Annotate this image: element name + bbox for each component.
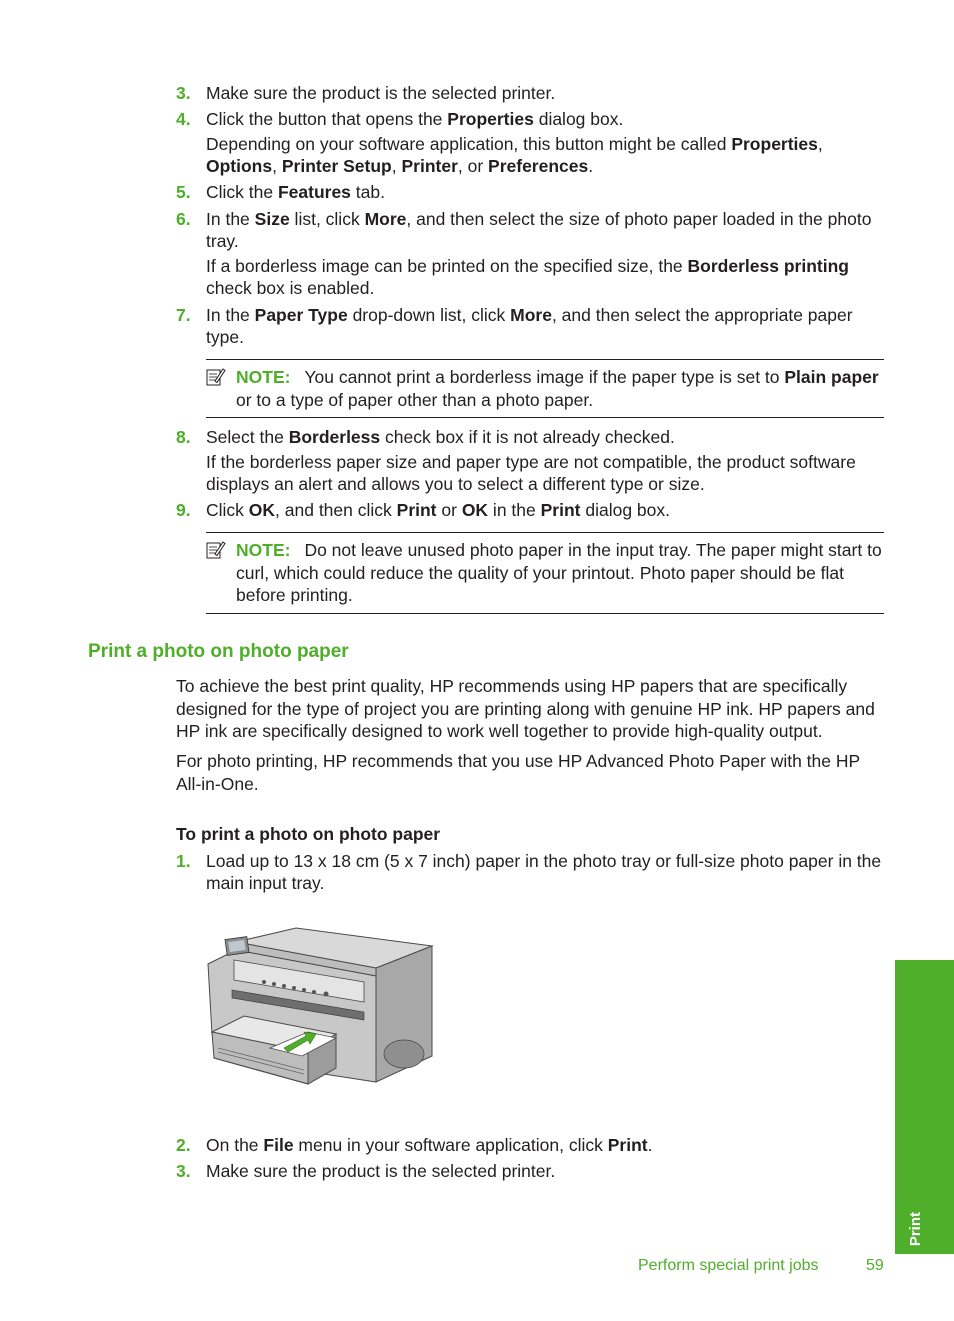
step-text: Load up to 13 x 18 cm (5 x 7 inch) paper in the photo tray or full-size photo paper in the main input tray. <box>206 851 882 893</box>
bold-term: Paper Type <box>254 305 348 325</box>
bold-term: Size <box>254 209 290 229</box>
text-run: , <box>817 134 823 154</box>
note-pencil-icon <box>206 367 226 387</box>
printer-illustration <box>204 924 436 1096</box>
bold-term: Print <box>607 1135 648 1155</box>
text-run: Do not leave unused photo paper in the input tray. The paper might start to curl, which could reduce the quality of your printout. Photo paper should be flat before printing. <box>236 540 882 605</box>
chapter-side-tab-label: Print <box>907 1211 924 1246</box>
text-run: or to a type of paper other than a photo paper. <box>236 389 594 410</box>
text-run: , and then click <box>275 500 397 520</box>
text-run: , <box>272 156 282 176</box>
bold-term: Properties <box>447 109 534 129</box>
text-run: check box is enabled. <box>206 278 375 298</box>
text-run: Depending on your software application, this button might be called <box>206 134 732 154</box>
step-number: 7. <box>176 305 191 325</box>
footer-page-number: 59 <box>866 1257 884 1274</box>
step-number: 5. <box>176 182 191 202</box>
bold-term: Plain paper <box>784 367 879 387</box>
text-run: . <box>647 1135 653 1155</box>
step-text <box>206 108 886 130</box>
step-number: 8. <box>176 427 191 447</box>
step-number: 3. <box>176 83 191 103</box>
text-run: In the <box>206 305 255 325</box>
step-number: 3. <box>176 1161 191 1181</box>
step-number: 9. <box>176 500 191 520</box>
text-run: Click the <box>206 182 278 202</box>
text-run: In the <box>206 209 255 229</box>
text-run: , <box>391 156 402 176</box>
bold-term: Printer <box>401 156 458 176</box>
text-run: list, click <box>289 209 365 229</box>
step-text <box>206 304 886 348</box>
bold-term: Options <box>206 156 273 176</box>
step-text <box>206 208 886 252</box>
text-run: Click the button that opens the <box>206 109 448 129</box>
text-run: On the <box>206 1135 264 1155</box>
step-text <box>206 1134 886 1156</box>
text-run: , or <box>457 156 489 176</box>
procedure-title: To print a photo on photo paper <box>176 824 441 844</box>
note-pencil-icon <box>206 540 226 560</box>
bold-term: Preferences <box>488 156 589 176</box>
step-text: Make sure the product is the selected printer. <box>206 83 556 103</box>
section-heading: Print a photo on photo paper <box>88 641 349 662</box>
bold-term: Borderless <box>288 427 381 447</box>
bold-term: Print <box>540 500 581 520</box>
bold-term: File <box>263 1135 294 1155</box>
note-bottom-rule <box>206 417 884 418</box>
note-top-rule <box>206 532 884 533</box>
bold-term: Borderless printing <box>687 256 849 276</box>
step-number: 6. <box>176 209 191 229</box>
bold-term: Print <box>396 500 437 520</box>
text-run: Click <box>206 500 249 520</box>
text-run: , and then select the appropriate paper type. <box>206 305 853 347</box>
text-run: in the <box>488 500 541 520</box>
step-detail <box>206 133 886 177</box>
step-detail <box>206 255 886 299</box>
step-number: 4. <box>176 109 191 129</box>
text-run: dialog box. <box>580 500 670 520</box>
step-number: 2. <box>176 1135 191 1155</box>
note-top-rule <box>206 359 884 360</box>
text-run: If a borderless image can be printed on the specified size, the <box>206 256 688 276</box>
text-run: . <box>588 156 594 176</box>
text-run: drop-down list, click <box>347 305 511 325</box>
step-detail: If the borderless paper size and paper type are not compatible, the product software displays an alert and allows you to select a different type or size. <box>206 452 856 494</box>
bold-term: Printer Setup <box>281 156 392 176</box>
text-run: menu in your software application, click <box>293 1135 608 1155</box>
intro-paragraph: For photo printing, HP recommends that you use HP Advanced Photo Paper with the HP All-in-One. <box>176 751 860 794</box>
text-run: Select the <box>206 427 289 447</box>
bold-term: More <box>510 305 552 325</box>
text-run: tab. <box>350 182 385 202</box>
bold-term: OK <box>248 500 276 520</box>
step-text <box>206 499 886 521</box>
text-run: You cannot print a borderless image if the paper type is set to <box>304 367 785 387</box>
note-label: NOTE: <box>236 367 291 387</box>
text-run: dialog box. <box>533 109 624 129</box>
text-run: , and then select the size of photo paper loaded in the photo tray. <box>206 209 872 251</box>
text-run: or <box>436 500 462 520</box>
bold-term: OK <box>461 500 489 520</box>
note-bottom-rule <box>206 613 884 614</box>
note-label: NOTE: <box>236 540 291 560</box>
footer-chapter-title: Perform special print jobs <box>638 1257 819 1274</box>
note-text <box>236 366 886 411</box>
step-text <box>206 426 886 448</box>
note-text <box>236 539 886 607</box>
chapter-side-tab <box>895 960 954 1254</box>
bold-term: More <box>364 209 407 229</box>
text-run: check box if it is not already checked. <box>380 427 675 447</box>
step-text: Make sure the product is the selected printer. <box>206 1161 556 1181</box>
intro-paragraph: To achieve the best print quality, HP recommends using HP papers that are specifically designed for the type of project you are printing along with genuine HP ink. HP papers and HP ink are specifically designed to work well together to provide high-quality output. <box>176 676 875 741</box>
step-number: 1. <box>176 851 191 871</box>
step-text <box>206 181 886 203</box>
bold-term: Features <box>277 182 351 202</box>
bold-term: Properties <box>731 134 818 154</box>
